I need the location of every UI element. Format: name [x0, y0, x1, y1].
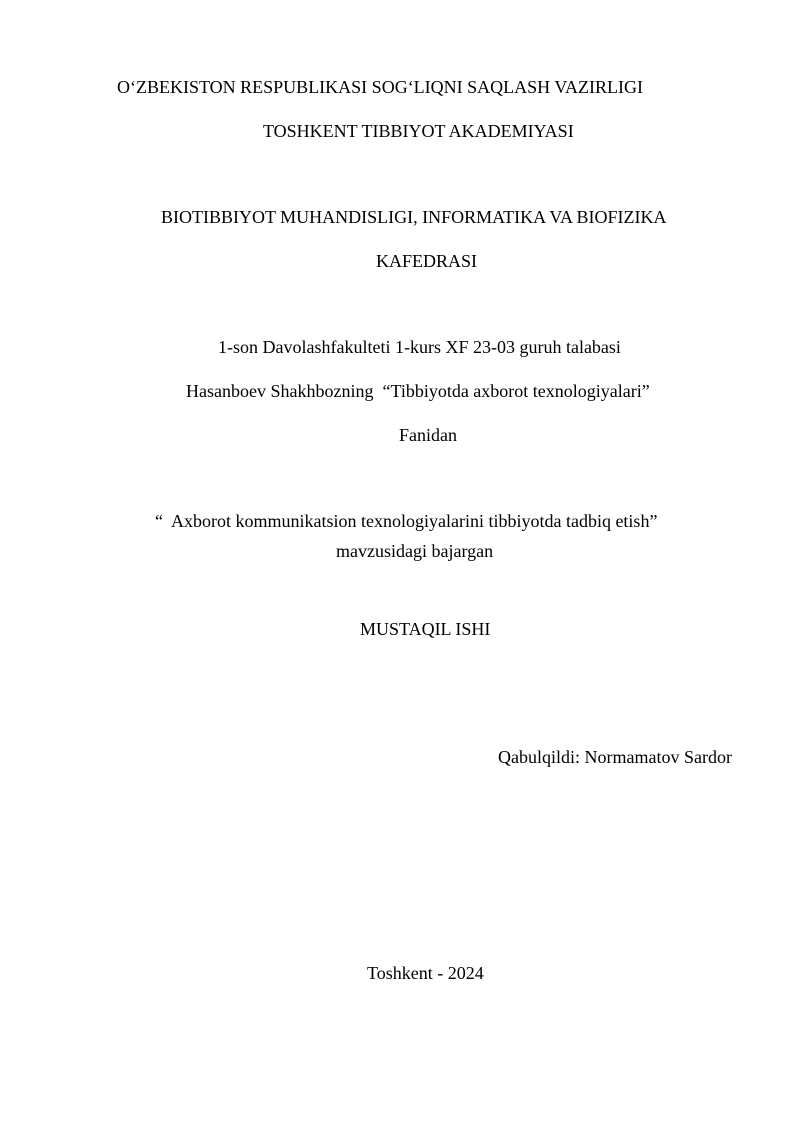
department-heading-line1: BIOTIBBIYOT MUHANDISLIGI, INFORMATIKA VA BIOFIZIKA	[161, 207, 667, 227]
student-info-line1: 1-son Davolashfakulteti 1-kurs XF 23-03 guruh talabasi	[218, 337, 621, 357]
academy-heading: TOSHKENT TIBBIYOT AKADEMIYASI	[263, 121, 574, 141]
city-year: Toshkent - 2024	[367, 963, 484, 983]
student-info-line2: Hasanboev Shakhbozning “Tibbiyotda axborot texnologiyalari”	[186, 381, 650, 401]
topic-line2: mavzusidagi bajargan	[336, 541, 494, 561]
topic-line1: “ Axborot kommunikatsion texnologiyalarini tibbiyotda tadbiq etish”	[155, 511, 658, 531]
ministry-heading: O‘ZBEKISTON RESPUBLIKASI SOG‘LIQNI SAQLASH VAZIRLIGI	[117, 77, 644, 97]
student-info-line3: Fanidan	[399, 425, 457, 445]
department-heading-line2: KAFEDRASI	[376, 251, 478, 271]
work-type-title: MUSTAQIL ISHI	[360, 619, 491, 639]
reviewer-line: Qabulqildi: Normamatov Sardor	[498, 747, 732, 767]
